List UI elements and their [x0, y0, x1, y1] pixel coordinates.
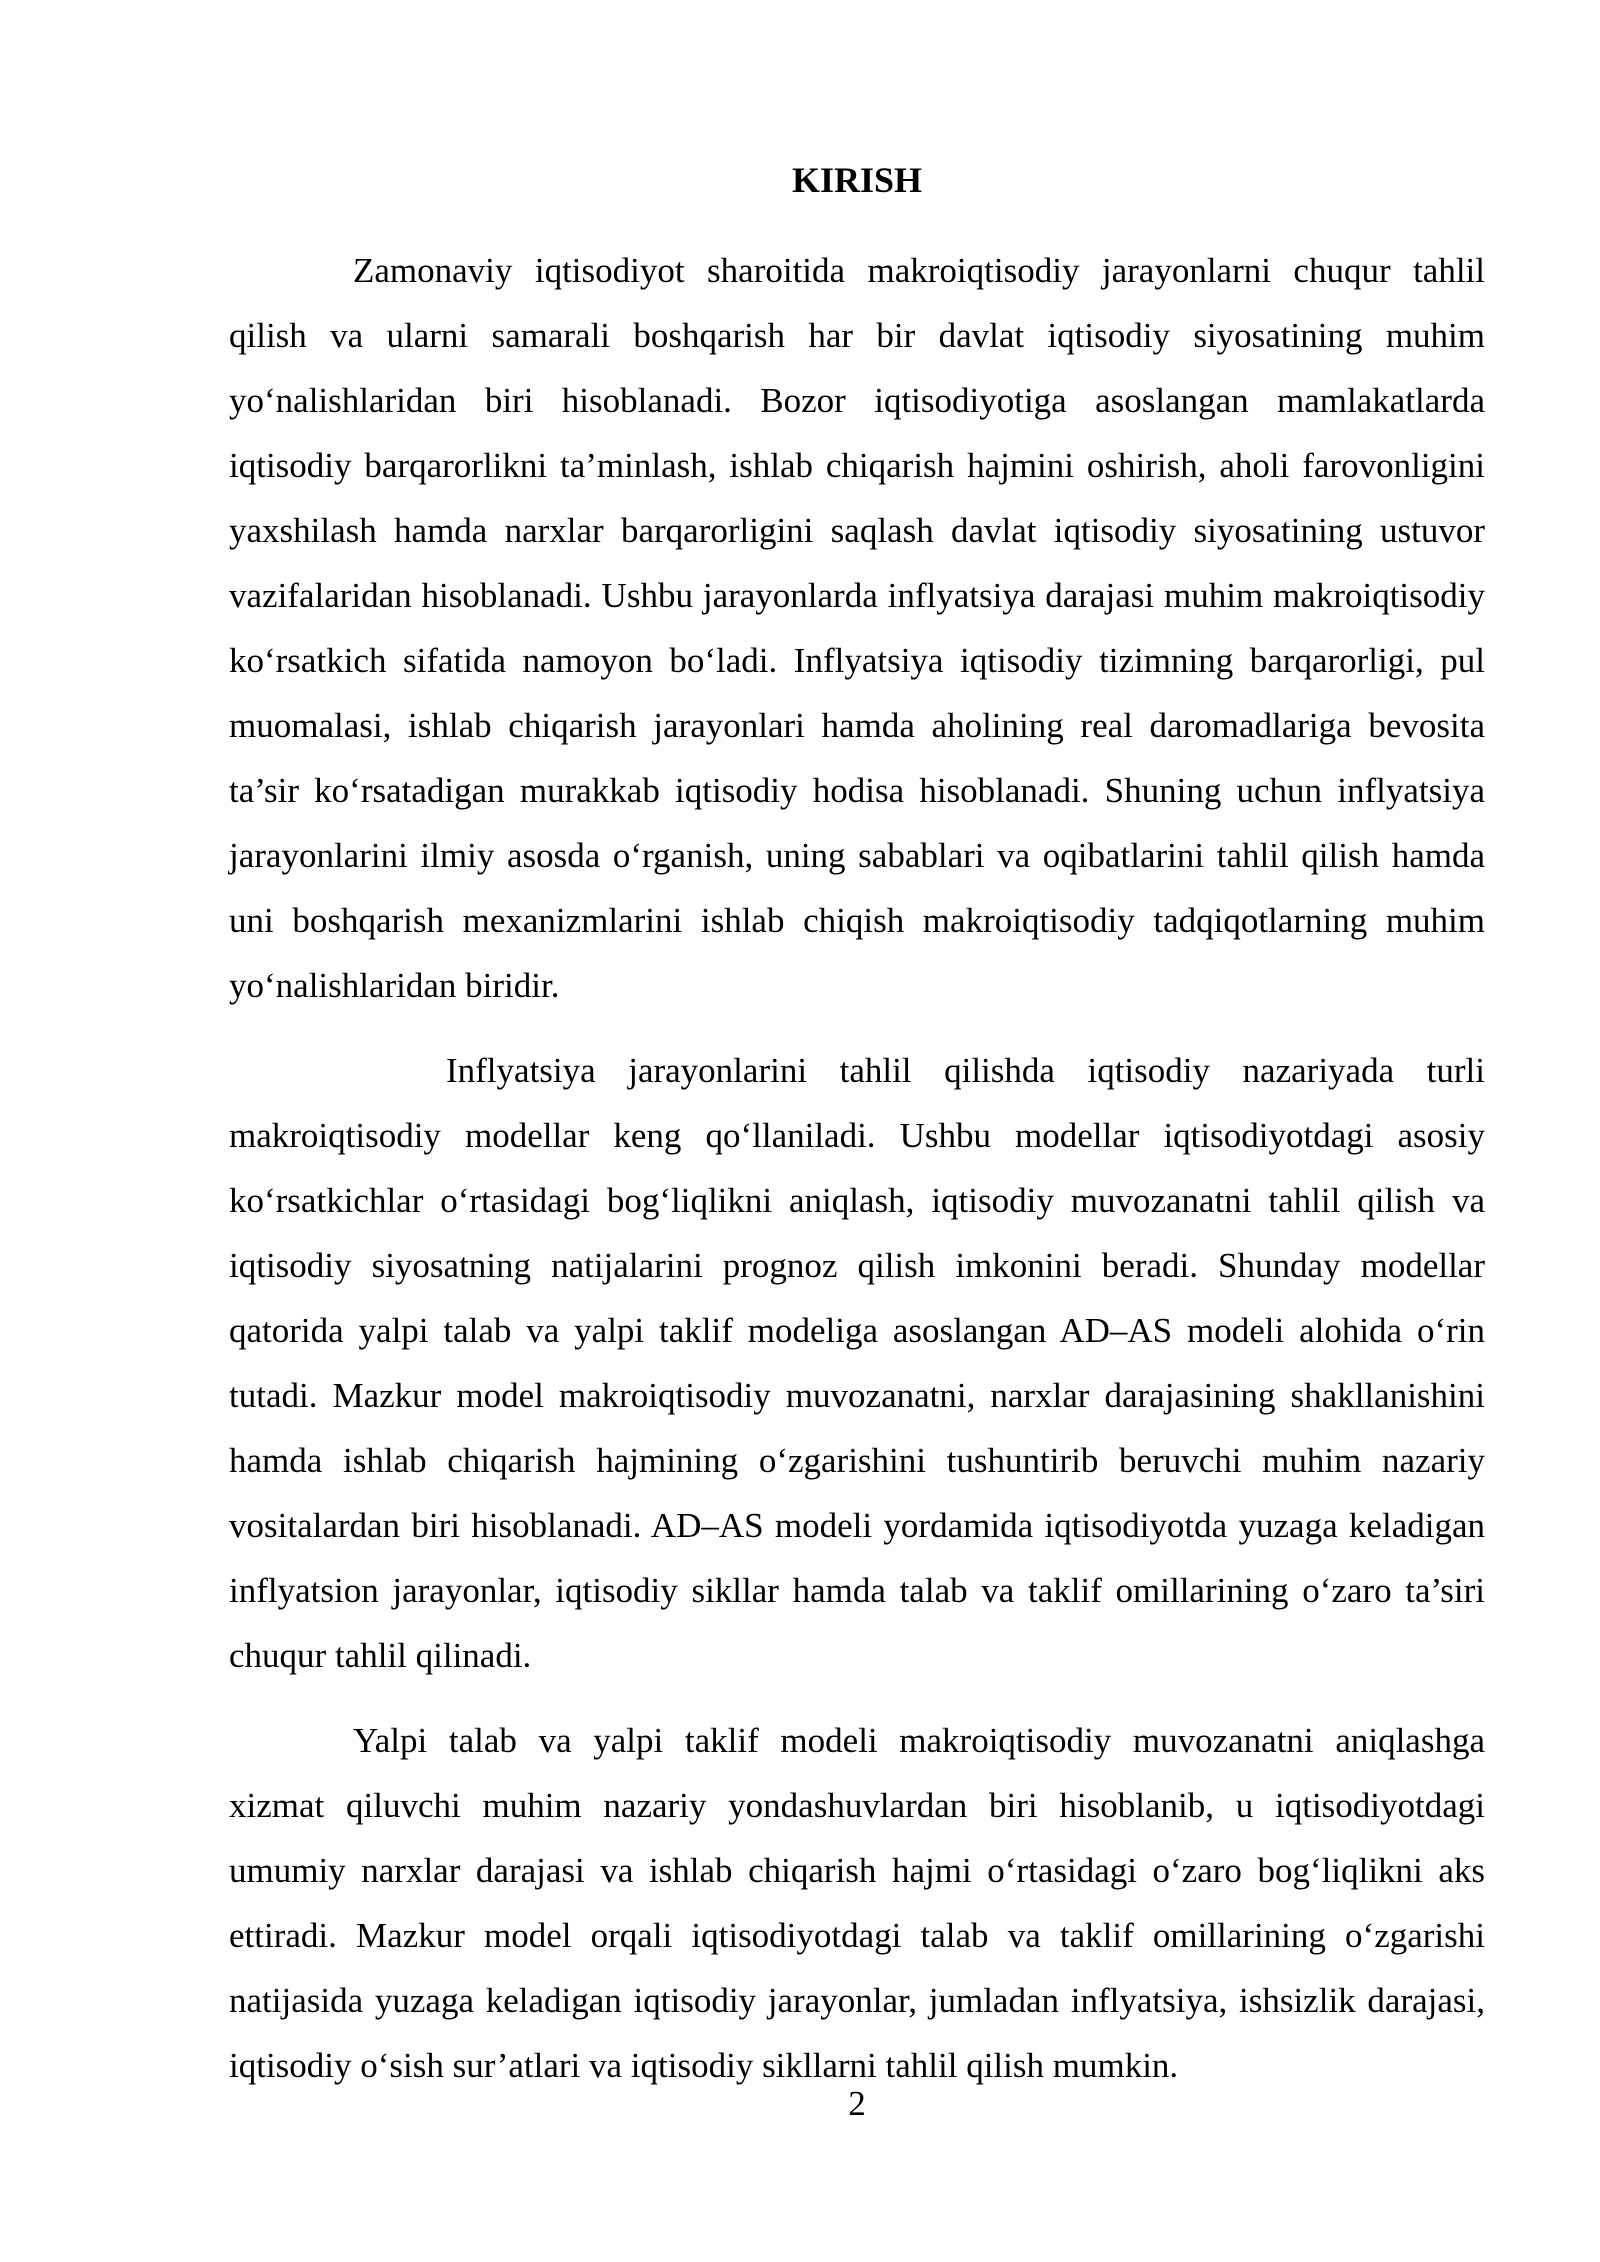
page-number: 2: [848, 2084, 866, 2123]
paragraph-1: Zamonaviy iqtisodiyot sharoitida makroiqtisodiy jarayonlarni chuqur tahlil qilish va ularni samarali boshqarish har bir davlat iqtisodiy siyosatining muhim yo‘nalishlaridan biri hisoblanadi. Bozor iqtisodiyotiga asoslangan mamlakatlarda iqtisodiy barqarorlikni ta’minlash, ishlab chiqarish hajmini oshirish, aholi farovonligini yaxshilash hamda narxlar barqarorligini saqlash davlat iqtisodiy siyosatining ustuvor vazifalaridan hisoblanadi. Ushbu jarayonlarda inflyatsiya darajasi muhim makroiqtisodiy ko‘rsatkich sifatida namoyon bo‘ladi. Inflyatsiya iqtisodiy tizimning barqarorligi, pul muomalasi, ishlab chiqarish jarayonlari hamda aholining real daromadlariga bevosita ta’sir ko‘rsatadigan murakkab iqtisodiy hodisa hisoblanadi. Shuning uchun inflyatsiya jarayonlarini ilmiy asosda o‘rganish, uning sabablari va oqibatlarini tahlil qilish hamda uni boshqarish mexanizmlarini ishlab chiqish makroiqtisodiy tadqiqotlarning muhim yo‘nalishlaridan biridir.: [229, 251, 1485, 1005]
paragraph-2: Inflyatsiya jarayonlarini tahlil qilishda iqtisodiy nazariyada turli makroiqtisodiy modellar keng qo‘llaniladi. Ushbu modellar iqtisodiyotdagi asosiy ko‘rsatkichlar o‘rtasidagi bog‘liqlikni aniqlash, iqtisodiy muvozanatni tahlil qilish va iqtisodiy siyosatning natijalarini prognoz qilish imkonini beradi. Shunday modellar qatorida yalpi talab va yalpi taklif modeliga asoslangan AD–AS modeli alohida o‘rin tutadi. Mazkur model makroiqtisodiy muvozanatni, narxlar darajasining shakllanishini hamda ishlab chiqarish hajmining o‘zgarishini tushuntirib beruvchi muhim nazariy vositalardan biri hisoblanadi. AD–AS modeli yordamida iqtisodiyotda yuzaga keladigan inflyatsion jarayonlar, iqtisodiy sikllar hamda talab va taklif omillarining o‘zaro ta’siri chuqur tahlil qilinadi.: [229, 1051, 1485, 1675]
body-text: [229, 238, 1485, 2098]
paragraph-3: Yalpi talab va yalpi taklif modeli makroiqtisodiy muvozanatni aniqlashga xizmat qiluvchi muhim nazariy yondashuvlardan biri hisoblanib, u iqtisodiyotdagi umumiy narxlar darajasi va ishlab chiqarish hajmi o‘rtasidagi o‘zaro bog‘liqlikni aks ettiradi. Mazkur model orqali iqtisodiyotdagi talab va taklif omillarining o‘zgarishi natijasida yuzaga keladigan iqtisodiy jarayonlar, jumladan inflyatsiya, ishsizlik darajasi, iqtisodiy o‘sish sur’atlari va iqtisodiy sikllarni tahlil qilish mumkin.: [229, 1721, 1485, 2085]
section-title: KIRISH: [791, 160, 923, 200]
